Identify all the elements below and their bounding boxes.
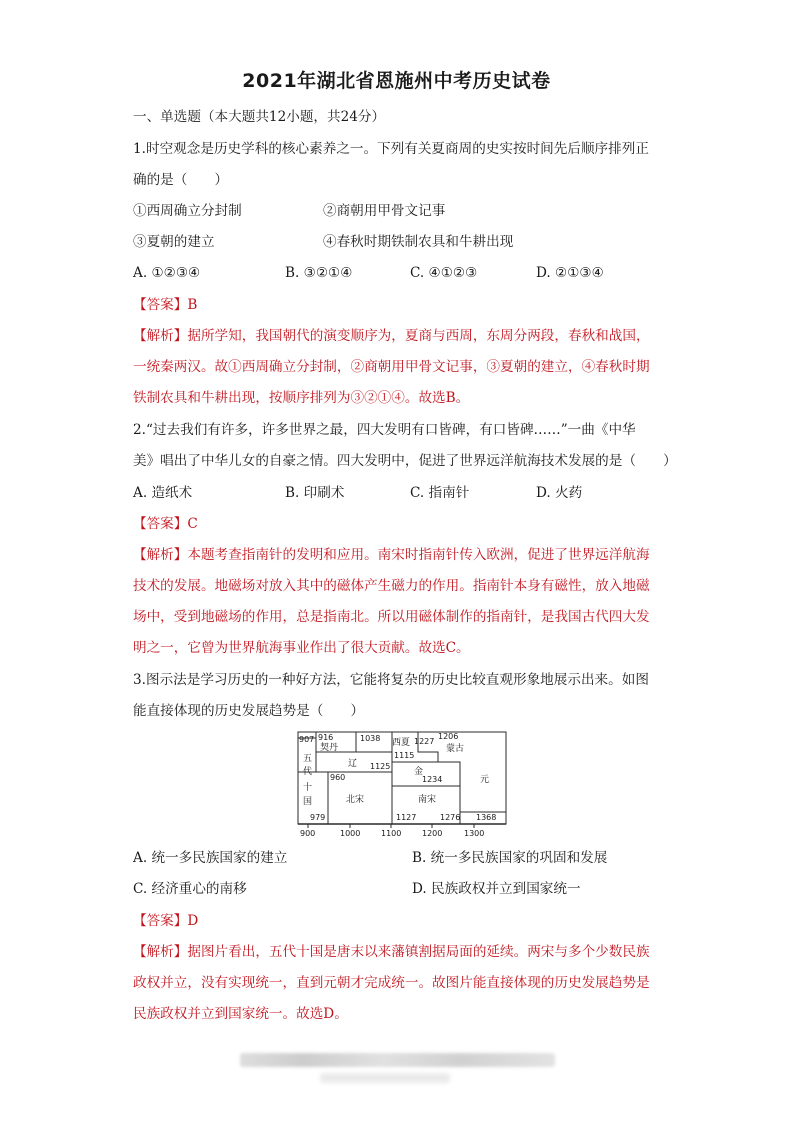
blurred-watermark-2 xyxy=(320,1073,450,1083)
q3-option-a: A. 统一多民族国家的建立 xyxy=(133,850,288,866)
fig-label-xixia: 西夏 xyxy=(392,738,411,748)
fig-label-jin: 金 xyxy=(414,767,424,777)
fig-label-liao: 辽 xyxy=(348,759,358,769)
q1-stem-line1: 1.时空观念是历史学科的核心素养之一。下列有关夏商周的史实按时间先后顺序排列正 xyxy=(133,141,649,157)
fig-axis-1000: 1000 xyxy=(340,829,361,838)
dynasty-timeline-figure xyxy=(290,728,510,838)
q3-explanation-line2: 政权并立，没有实现统一，直到元朝才完成统一。故图片能直接体现的历史发展趋势是 xyxy=(133,975,650,991)
fig-year-1276: 1276 xyxy=(440,813,461,822)
fig-year-1127: 1127 xyxy=(396,813,417,822)
q3-option-d: D. 民族政权并立到国家统一 xyxy=(412,881,581,897)
q2-stem-line1: 2.“过去我们有许多，许多世界之最，四大发明有口皆碑，有口皆碑……”一曲《中华 xyxy=(133,422,636,438)
q2-explanation-line3: 场中，受到地磁场的作用，总是指南北。所以用磁体制作的指南针，是我国古代四大发 xyxy=(133,609,650,625)
q2-option-d: D. 火药 xyxy=(536,485,583,501)
q3-option-b: B. 统一多民族国家的巩固和发展 xyxy=(412,850,608,866)
q1-answer: 【答案】B xyxy=(133,297,198,313)
q1-explanation-line1: 【解析】据所学知，我国朝代的演变顺序为，夏商与西周，东周分两段，春秋和战国， xyxy=(133,328,650,344)
q2-answer: 【答案】C xyxy=(133,516,198,532)
q3-option-c: C. 经济重心的南移 xyxy=(133,881,247,897)
blurred-watermark xyxy=(240,1053,555,1067)
q1-option-c: C. ④①②③ xyxy=(410,265,478,281)
q1-option-b: B. ③②①④ xyxy=(285,265,353,281)
fig-label-beisong: 北宋 xyxy=(346,795,365,805)
q1-item-3: ③夏朝的建立 xyxy=(133,234,215,250)
fig-year-907: 907 xyxy=(299,735,315,744)
fig-label-yuan: 元 xyxy=(480,775,490,785)
q2-option-a: A. 造纸术 xyxy=(133,485,193,501)
q1-stem-line2: 确的是（ ） xyxy=(133,172,229,188)
q3-explanation-line1: 【解析】据图片看出，五代十国是唐末以来藩镇割据局面的延续。两宋与多个少数民族 xyxy=(133,944,650,960)
page-title: 2021年湖北省恩施州中考历史试卷 xyxy=(242,70,551,92)
fig-year-916: 916 xyxy=(318,733,334,742)
fig-label-mongol: 蒙古 xyxy=(446,744,465,754)
fig-year-979: 979 xyxy=(310,813,326,822)
fig-axis-1300: 1300 xyxy=(464,829,485,838)
fig-year-1115: 1115 xyxy=(394,751,415,760)
fig-year-1206: 1206 xyxy=(438,732,459,741)
fig-axis-1200: 1200 xyxy=(422,829,443,838)
fig-year-1234: 1234 xyxy=(422,775,443,784)
fig-label-khitan: 契丹 xyxy=(320,743,339,753)
q3-answer: 【答案】D xyxy=(133,913,199,929)
q2-explanation-line2: 技术的发展。地磁场对放入其中的磁体产生磁力的作用。指南针本身有磁性，放入地磁 xyxy=(133,578,650,594)
q1-explanation-line2: 一统秦两汉。故①西周确立分封制，②商朝用甲骨文记事，③夏朝的建立，④春秋时期 xyxy=(133,359,650,375)
q2-stem-line2: 美》唱出了中华儿女的自豪之情。四大发明中，促进了世界远洋航海技术发展的是（ ） xyxy=(133,453,677,469)
q2-option-c: C. 指南针 xyxy=(410,485,470,501)
q3-stem-line2: 能直接体现的历史发展趋势是（ ） xyxy=(133,703,365,719)
q1-option-a: A. ①②③④ xyxy=(133,265,201,281)
fig-year-960: 960 xyxy=(330,773,346,782)
fig-label-nansong: 南宋 xyxy=(418,795,437,805)
q1-item-4: ④春秋时期铁制农具和牛耕出现 xyxy=(323,234,514,250)
fig-axis-900: 900 xyxy=(300,829,316,838)
q1-option-d: D. ②①③④ xyxy=(536,265,604,281)
fig-label-wudai-1: 五 xyxy=(303,754,313,764)
fig-axis-1100: 1100 xyxy=(381,829,402,838)
q1-item-1: ①西周确立分封制 xyxy=(133,203,242,219)
q1-explanation-line3: 铁制农具和牛耕出现，按顺序排列为③②①④。故选B。 xyxy=(133,390,470,406)
q2-option-b: B. 印刷术 xyxy=(285,485,345,501)
fig-year-1227: 1227 xyxy=(414,737,435,746)
q3-explanation-line3: 民族政权并立到国家统一。故选D。 xyxy=(133,1006,348,1022)
q3-stem-line1: 3.图示法是学习历史的一种好方法，它能将复杂的历史比较直观形象地展示出来。如图 xyxy=(133,672,649,688)
fig-year-1125: 1125 xyxy=(370,762,391,771)
q1-item-2: ②商朝用甲骨文记事 xyxy=(323,203,446,219)
q2-explanation-line1: 【解析】本题考查指南针的发明和应用。南宋时指南针传入欧洲，促进了世界远洋航海 xyxy=(133,547,650,563)
fig-label-wudai-2: 代 xyxy=(303,767,313,777)
fig-year-1038: 1038 xyxy=(360,734,381,743)
fig-label-shiguo-1: 十 xyxy=(303,783,313,793)
q2-explanation-line4: 明之一，它曾为世界航海事业作出了很大贡献。故选C。 xyxy=(133,640,470,656)
section-heading: 一、单选题（本大题共12小题，共24分） xyxy=(133,109,386,125)
fig-year-1368: 1368 xyxy=(476,813,497,822)
fig-label-shiguo-2: 国 xyxy=(303,797,313,807)
